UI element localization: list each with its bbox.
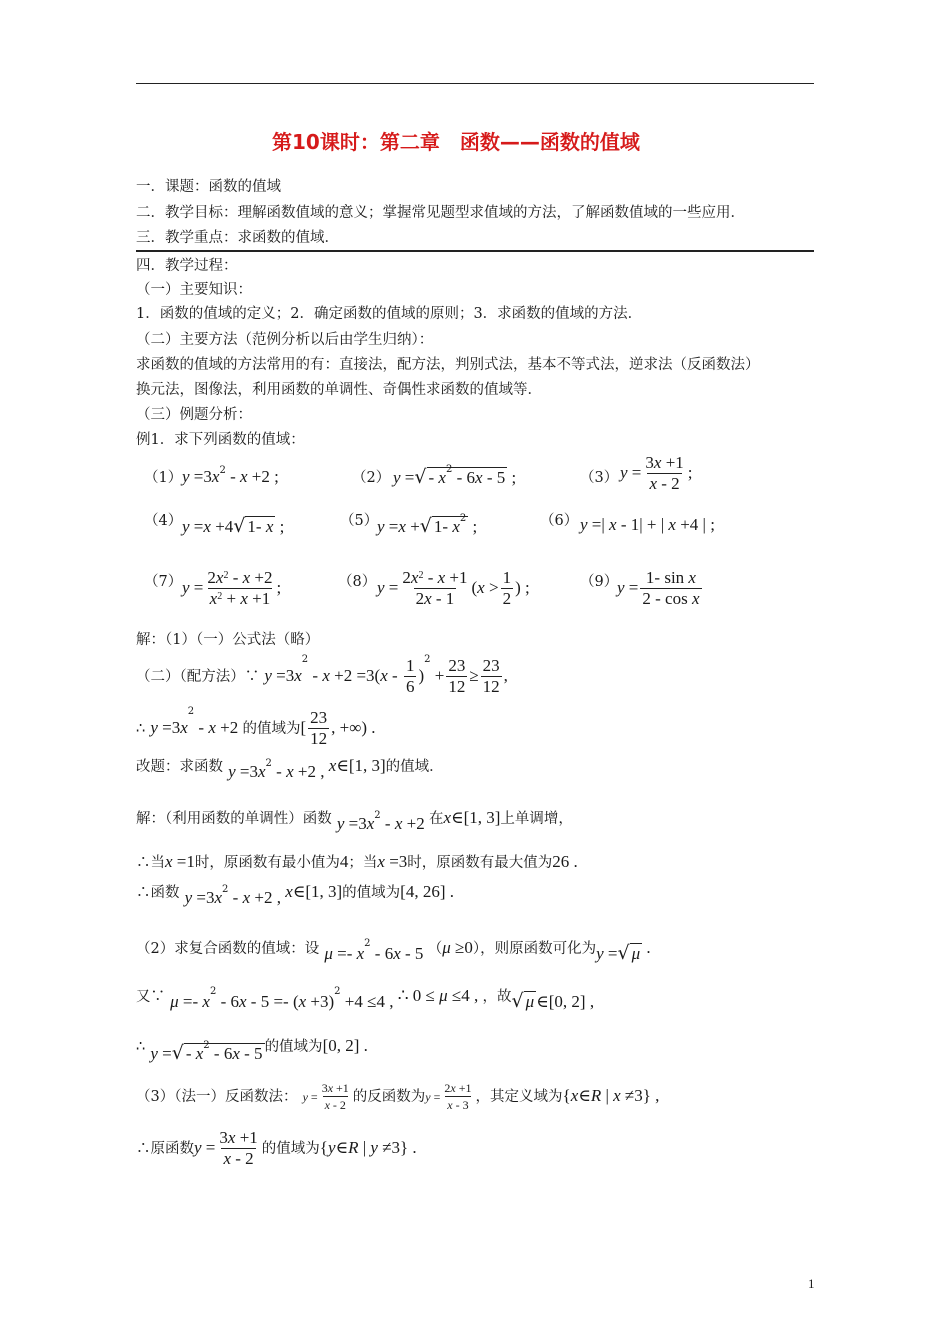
methods-line-2: 换元法，图像法，利用函数的单调性、奇偶性求函数的值域等．	[136, 382, 542, 398]
subsection-methods: （二）主要方法（范例分析以后由学生归纳）：	[136, 332, 434, 348]
modified-problem: 改题：求函数 $y =3x^2 - x +2$ , x∈[1, 3]的值域．	[136, 756, 444, 781]
label-5: （5）	[340, 513, 379, 529]
solution-3-inverse: （3）（法一）反函数法： y = $\frac{3x +1}{x - 2}$ 的反函数为y = $\frac{2x +1}{x - 3}$ ，其定义域为{x∈R | x ≠3} ,	[136, 1081, 660, 1112]
monotonic-solution: 解：（利用函数的单调性）函数 $y =3x^2 - x +2$ 在x∈[1, 3]上单调增，	[136, 808, 573, 833]
formula-3: y = $\frac{3x +1}{x - 2}$ ;	[620, 453, 693, 493]
solution-3-conclusion: ∴原函数y = $\frac{3x +1}{x - 2}$ 的值域为{y∈R | y ≠3} .	[136, 1128, 417, 1168]
solution-1-completing-square: （二）（配方法）∵ $y =3x^2 - x +2 =3(x$ - $\frac{1}{6}$ )$^2$ + $\frac{23}{12}$ ≥ $\frac{23}{12}$ ,	[136, 654, 508, 696]
section-focus: 三．教学重点：求函数的值域．	[136, 230, 339, 246]
solution-2-bound: 又∵ $\mu =- x^2 - 6x - 5 =- (x +3)^2 +4 \le 4$ , ∴ 0 ≤ μ ≤4 , ，故√ μ ∈[0, 2] ,	[136, 986, 595, 1012]
label-3: （3）	[580, 470, 619, 486]
label-2: （2）	[352, 470, 391, 486]
section-topic: 一．课题：函数的值域	[136, 179, 281, 195]
methods-line-1: 求函数的值域的方法常用的有：直接法，配方法，判别式法，基本不等式法，逆求法（反函数法）	[136, 357, 760, 373]
subsection-examples: （三）例题分析：	[136, 407, 252, 423]
page-title: 第10课时：第二章 函数——函数的值域	[272, 130, 640, 154]
section-process: 四．教学过程：	[136, 258, 238, 274]
formula-9: y = $\frac{\text{1- sin x}}{\text{2 - cos x}}$	[617, 568, 700, 608]
formula-4: y =x +4√ 1- x ;	[182, 515, 285, 537]
formula-1: $y =3x^2 - x +2$ ;	[182, 465, 279, 486]
section-goals: 二．教学目标：理解函数值域的意义；掌握常见题型求值域的方法，了解函数值域的一些应用．	[136, 205, 745, 221]
page-number: 1	[808, 1276, 815, 1291]
solution-1-heading: 解：（1）（一）公式法（略）	[136, 632, 320, 648]
section-rule	[136, 250, 814, 252]
top-rule	[136, 83, 814, 84]
example-1-heading: 例1．求下列函数的值域：	[136, 432, 305, 448]
formula-5: y =x +√ 1- $x^2$ ;	[377, 513, 478, 537]
label-7: （7）	[144, 574, 183, 590]
subsection-knowledge: （一）主要知识：	[136, 282, 252, 298]
solution-1-conclusion: ∴ $y =3x^2 - x +2$ 的值域为[ $\frac{23}{12}$ , +∞) .	[136, 706, 376, 748]
label-1: （1）	[144, 470, 183, 486]
min-max-line: ∴当x =1时，原函数有最小值为4；当x =3时，原函数有最大值为26 .	[136, 852, 578, 871]
range-conclusion: ∴函数 $y =3x^2 - x +2$ , x∈[1, 3]的值域为[4, 26] .	[136, 882, 454, 907]
solution-2-substitution: （2）求复合函数的值域：设 $\mu =- x^2 - 6x - 5$ （μ ≥0），则原函数可化为y =√ μ .	[136, 938, 651, 964]
label-6: （6）	[540, 513, 579, 529]
label-8: （8）	[338, 574, 377, 590]
knowledge-list: 1．函数的值域的定义；2．确定函数的值域的原则；3．求函数的值域的方法．	[136, 306, 643, 322]
formula-2: y =√ - $x^2 - 6x - 5$ ;	[393, 464, 517, 488]
solution-2-conclusion: ∴ y =√ - $x^2 - 6x - 5$ 的值域为[0, 2] .	[136, 1036, 368, 1064]
label-9: （9）	[580, 574, 619, 590]
label-4: （4）	[144, 513, 183, 529]
formula-8: y = $\frac{2x^2 - x +1}{2x - 1}$ (x > $\frac{1}{2}$ ) ;	[377, 568, 530, 608]
formula-6: y =| x - 1| + | x +4 | ;	[580, 515, 715, 534]
formula-7: y = $\frac{2x^2 - x +2}{x^2 + x +1}$ ;	[182, 568, 282, 608]
